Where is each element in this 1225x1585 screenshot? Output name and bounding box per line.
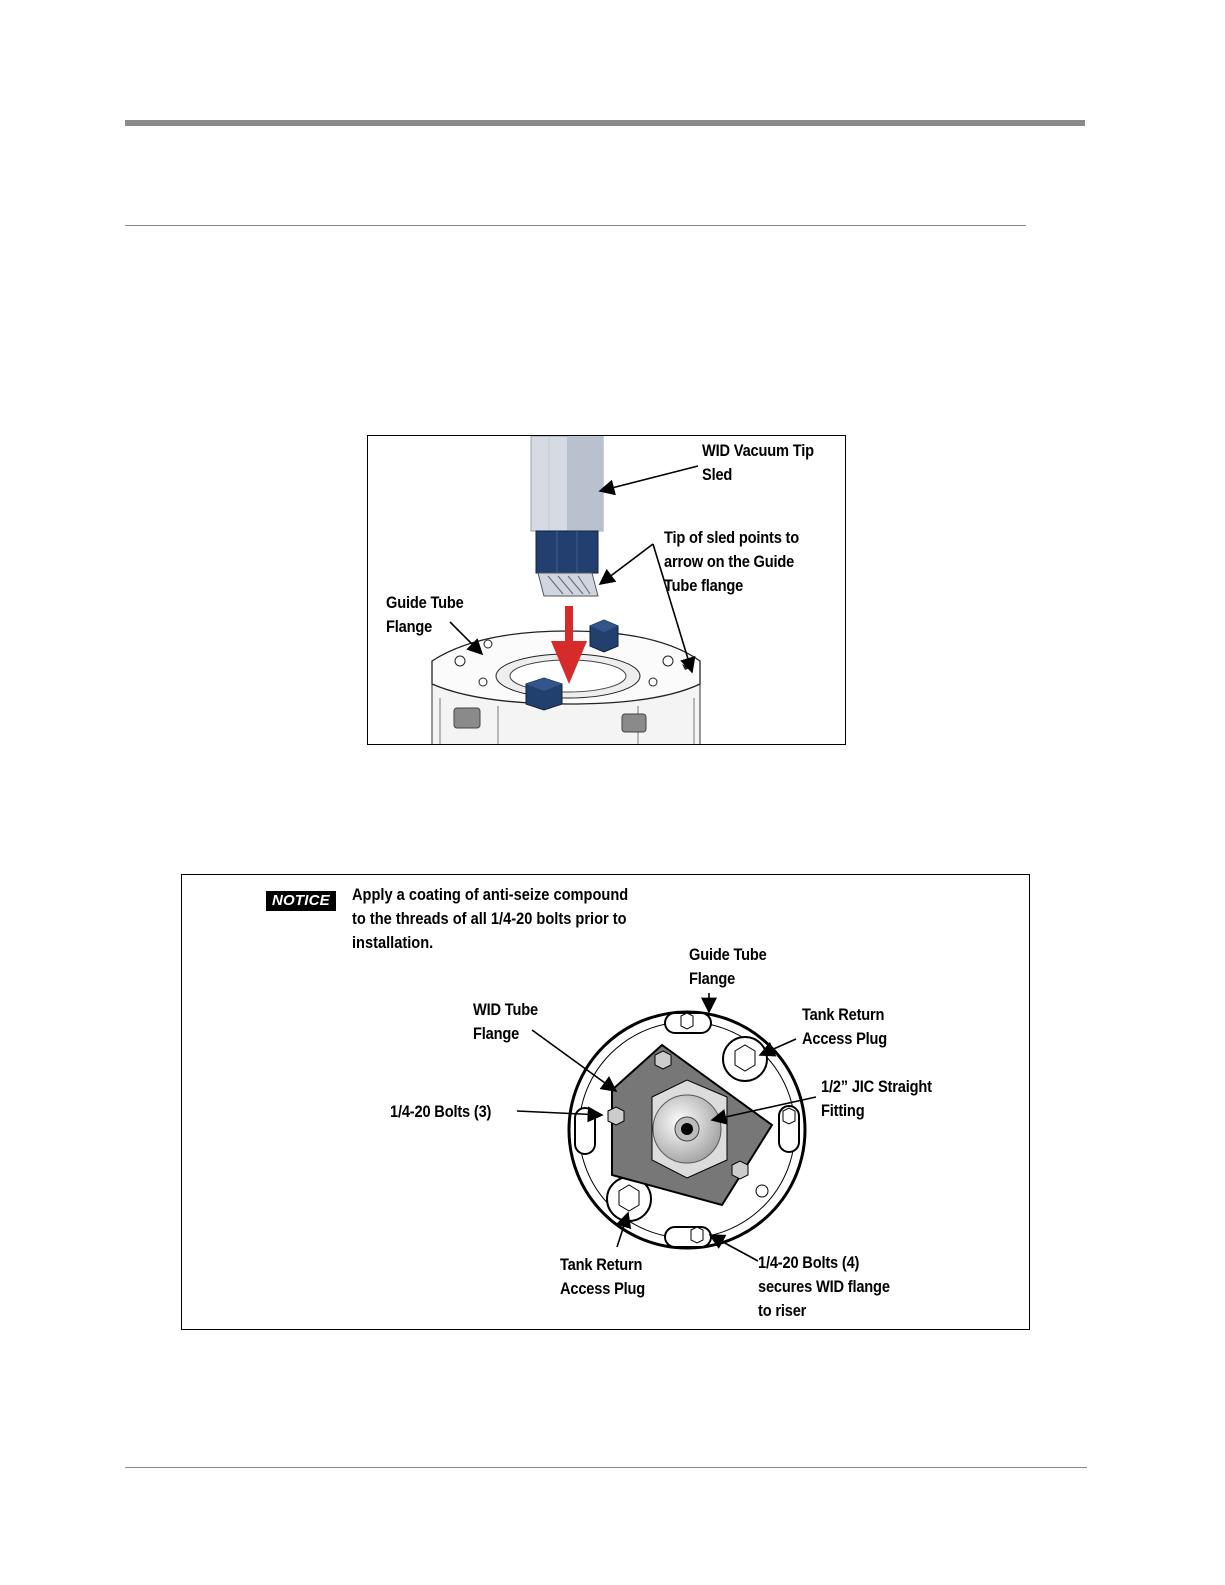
label-tank-return-access-plug-bottom: Tank Return Access Plug [560, 1255, 646, 1298]
label-tank-return-access-plug-top: Tank Return Access Plug [802, 1005, 888, 1048]
jic-straight-fitting [652, 1080, 727, 1178]
footer-rule [125, 1467, 1087, 1468]
flange-bolt [526, 678, 562, 710]
label-wid-tube-flange: WID Tube Flange [473, 1000, 538, 1043]
figure-vacuum-tip-sled [367, 435, 846, 745]
leader-line [600, 544, 653, 584]
notice-badge: NOTICE [266, 891, 336, 911]
figure-wid-flange-top-view [181, 874, 1030, 1330]
bolt-slot [665, 1013, 711, 1033]
section-rule [125, 225, 1026, 226]
label-bolts-4: 1/4-20 Bolts (4) secures WID flange to riser [758, 1253, 890, 1320]
alignment-mark [756, 1185, 768, 1197]
label-bolts-3: 1/4-20 Bolts (3) [390, 1102, 492, 1121]
tank-return-access-plug [723, 1037, 767, 1081]
wid-flange-bolt [608, 1107, 624, 1125]
label-vacuum-tip-sled: WID Vacuum Tip Sled [702, 441, 814, 484]
label-guide-tube-flange: Guide Tube Flange [689, 945, 767, 988]
vacuum-tip-sled [531, 436, 603, 596]
flange-bolt [590, 620, 618, 652]
bolt-slot [665, 1227, 711, 1247]
header-rule [125, 120, 1085, 126]
label-jic-straight-fitting: 1/2” JIC Straight Fitting [821, 1077, 932, 1120]
bolt-slot [779, 1106, 799, 1152]
label-tip-points: Tip of sled points to arrow on the Guide Tube flange [664, 528, 800, 595]
notice-text: Apply a coating of anti-seize compound to the threads of all 1/4-20 bolts prior to installation. [352, 885, 629, 952]
wid-flange-bolt [732, 1161, 748, 1179]
label-guide-tube-flange: Guide Tube Flange [386, 593, 464, 636]
leader-line [600, 466, 698, 491]
wid-flange-bolt [655, 1051, 671, 1069]
